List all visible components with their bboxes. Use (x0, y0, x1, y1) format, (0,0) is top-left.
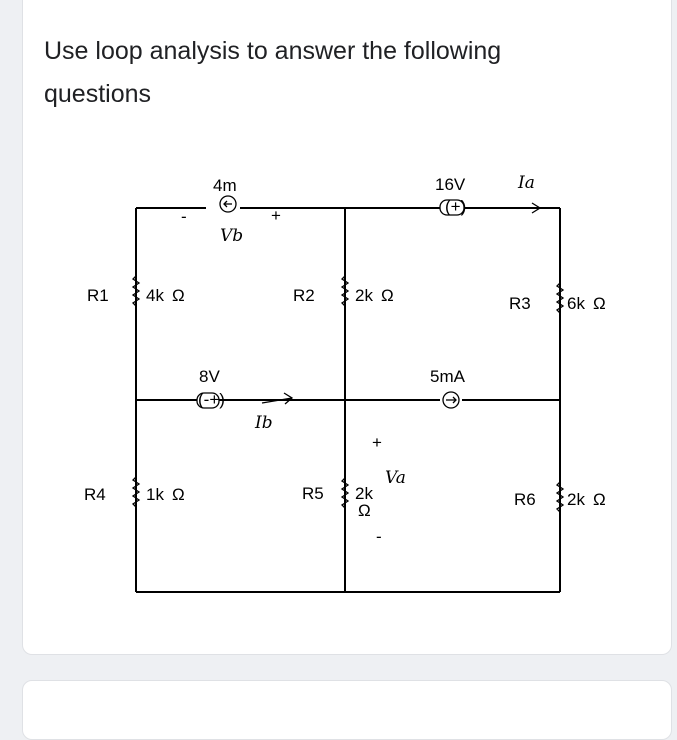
r2-value: 2k (355, 286, 373, 305)
r5-value: 2k (355, 484, 373, 503)
vb-minus-sign: - (181, 207, 187, 226)
r4-value: 1k (146, 485, 164, 504)
current-source-5ma (443, 392, 459, 408)
r5-name: R5 (302, 484, 324, 503)
r4-name: R4 (84, 485, 106, 504)
r6-ohm-icon: Ω (593, 490, 606, 509)
r1-name: R1 (87, 286, 109, 305)
va-plus-sign: + (372, 433, 382, 452)
r6-value: 2k (567, 490, 585, 509)
voltage-source-16v-label: 16V (435, 175, 466, 194)
vb-label: Vb (220, 226, 244, 246)
ia-label: Ia (518, 173, 535, 193)
va-label: Va (385, 468, 406, 488)
voltage-source-8v-label: 8V (199, 367, 220, 386)
ib-arrow (262, 393, 292, 404)
ia-arrow (515, 203, 540, 213)
voltage-source-8v-symbol: (-+) (198, 390, 225, 409)
current-source-4m-label: 4m (213, 176, 237, 195)
question-text: Use loop analysis to answer the following questions (44, 37, 502, 108)
r2-ohm-icon: Ω (381, 286, 394, 305)
current-source-4m (220, 196, 236, 212)
r6-name: R6 (514, 490, 536, 509)
voltage-source-16v-symbol: (+) (445, 197, 467, 216)
r2-name: R2 (293, 286, 315, 305)
r1-value: 4k (146, 286, 164, 305)
r1-ohm-icon: Ω (172, 286, 185, 305)
vb-plus-sign: + (271, 206, 281, 225)
va-minus-sign: - (376, 527, 382, 546)
r3-value: 6k (567, 294, 585, 313)
r3-ohm-icon: Ω (593, 294, 606, 313)
current-source-5ma-label: 5mA (430, 367, 465, 386)
ib-label: Ib (255, 413, 273, 433)
r4-ohm-icon: Ω (172, 485, 185, 504)
r5-ohm-icon: Ω (358, 501, 371, 520)
r3-name: R3 (509, 294, 531, 313)
